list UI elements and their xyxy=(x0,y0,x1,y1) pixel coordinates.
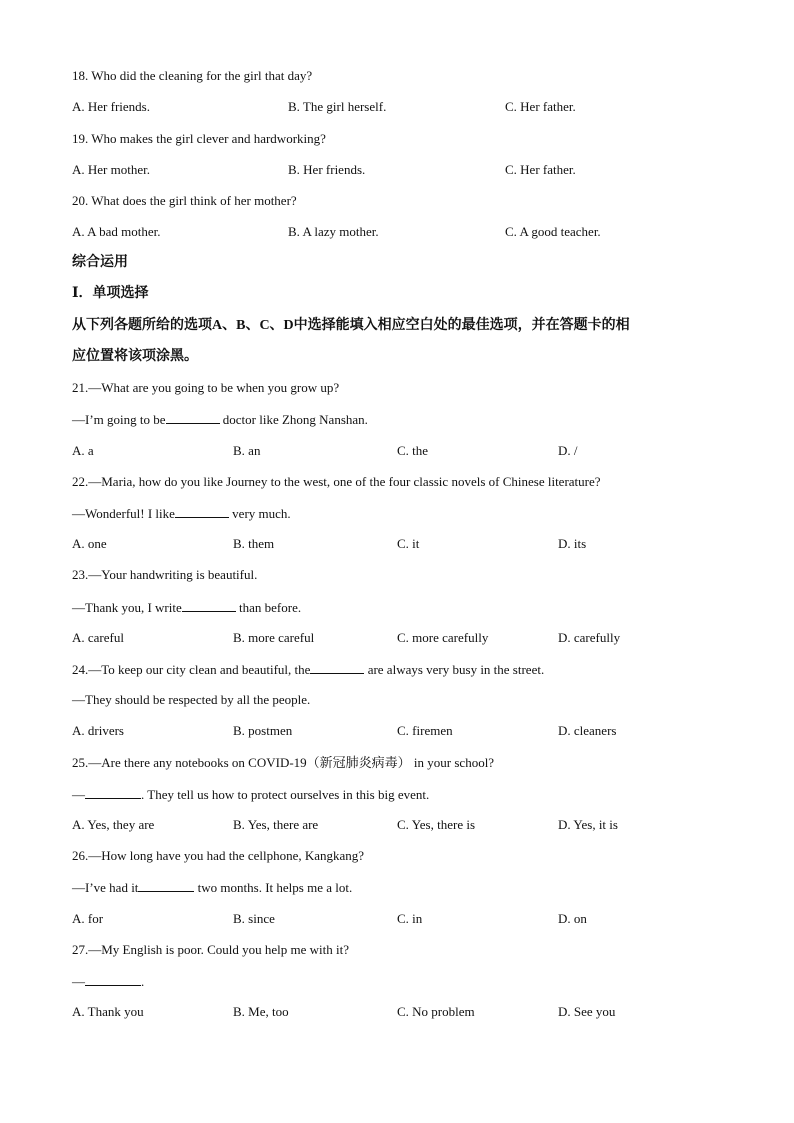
option-23-a: A. careful xyxy=(72,630,124,645)
option-19-a: A. Her mother. xyxy=(72,162,150,177)
question-25: 25.—Are there any notebooks on COVID-19（新冠肺炎病毒） in your school? xyxy=(72,755,495,770)
answer-27-pre: — xyxy=(72,974,85,989)
section-instruction-line2: 应位置将该项涂黑。 xyxy=(72,349,198,364)
answer-23-pre: —Thank you, I write xyxy=(72,600,182,615)
answer-25-pre: — xyxy=(72,787,85,802)
option-24-d: D. cleaners xyxy=(558,723,617,738)
option-24-a: A. drivers xyxy=(72,723,124,738)
option-26-b: B. since xyxy=(233,911,275,926)
answer-22-pre: —Wonderful! I like xyxy=(72,506,175,521)
option-27-d: D. See you xyxy=(558,1004,616,1019)
option-18-c: C. Her father. xyxy=(505,99,576,114)
option-27-a: A. Thank you xyxy=(72,1004,144,1019)
blank-27 xyxy=(85,973,141,986)
option-26-c: C. in xyxy=(397,911,423,926)
answer-25-post: . They tell us how to protect ourselves in this big event. xyxy=(141,787,430,802)
answer-line-26 xyxy=(72,879,352,896)
answer-24: —They should be respected by all the people. xyxy=(72,692,311,707)
question-22: 22.—Maria, how do you like Journey to the west, one of the four classic novels of Chinese literature? xyxy=(72,474,601,489)
question-line-24 xyxy=(72,661,544,678)
answer-26-post: two months. It helps me a lot. xyxy=(194,880,353,895)
option-26-d: D. on xyxy=(558,911,587,926)
blank-21 xyxy=(166,411,220,424)
option-20-c: C. A good teacher. xyxy=(505,224,601,239)
option-24-b: B. postmen xyxy=(233,723,293,738)
question-19: 19. Who makes the girl clever and hardworking? xyxy=(72,131,326,146)
question-21: 21.—What are you going to be when you grow up? xyxy=(72,380,340,395)
option-21-d: D. / xyxy=(558,443,578,458)
section-instruction-line1: 从下列各题所给的选项A、B、C、D中选择能填入相应空白处的最佳选项，并在答题卡的相 xyxy=(72,318,630,333)
option-22-d: D. its xyxy=(558,536,587,551)
option-23-c: C. more carefully xyxy=(397,630,489,645)
answer-21-post: doctor like Zhong Nanshan. xyxy=(219,412,368,427)
option-19-b: B. Her friends. xyxy=(288,162,366,177)
option-22-c: C. it xyxy=(397,536,420,551)
answer-line-21 xyxy=(72,411,368,428)
option-24-c: C. firemen xyxy=(397,723,453,738)
answer-line-27 xyxy=(72,973,144,990)
question-20: 20. What does the girl think of her mother? xyxy=(72,193,297,208)
option-23-d: D. carefully xyxy=(558,630,621,645)
option-21-b: B. an xyxy=(233,443,261,458)
blank-26 xyxy=(138,879,194,892)
option-22-b: B. them xyxy=(233,536,275,551)
answer-line-25 xyxy=(72,786,429,803)
option-20-a: A. A bad mother. xyxy=(72,224,161,239)
answer-26-pre: —I’ve had it xyxy=(72,880,139,895)
option-26-a: A. for xyxy=(72,911,104,926)
option-20-b: B. A lazy mother. xyxy=(288,224,379,239)
option-21-a: A. a xyxy=(72,443,94,458)
blank-25 xyxy=(85,786,141,799)
question-26: 26.—How long have you had the cellphone, Kangkang? xyxy=(72,848,365,863)
answer-line-22 xyxy=(72,505,291,522)
option-25-d: D. Yes, it is xyxy=(558,817,618,832)
blank-24 xyxy=(310,661,364,674)
answer-21-pre: —I’m going to be xyxy=(72,412,166,427)
option-27-b: B. Me, too xyxy=(233,1004,289,1019)
question-18: 18. Who did the cleaning for the girl that day? xyxy=(72,68,313,83)
option-25-a: A. Yes, they are xyxy=(72,817,155,832)
question-23: 23.—Your handwriting is beautiful. xyxy=(72,567,258,582)
section-subtitle: Ⅰ．单项选择 xyxy=(72,286,149,301)
blank-22 xyxy=(175,505,229,518)
option-23-b: B. more careful xyxy=(233,630,315,645)
answer-23-post: than before. xyxy=(235,600,302,615)
option-21-c: C. the xyxy=(397,443,429,458)
answer-27-post: . xyxy=(141,974,145,989)
option-18-b: B. The girl herself. xyxy=(288,99,387,114)
option-25-b: B. Yes, there are xyxy=(233,817,319,832)
question-27: 27.—My English is poor. Could you help me with it? xyxy=(72,942,349,957)
blank-23 xyxy=(182,599,236,612)
option-22-a: A. one xyxy=(72,536,107,551)
option-27-c: C. No problem xyxy=(397,1004,475,1019)
question-24: 24.—To keep our city clean and beautiful, the xyxy=(72,662,311,677)
question-24-post: are always very busy in the street. xyxy=(364,662,545,677)
section-title: 综合运用 xyxy=(72,255,128,270)
option-18-a: A. Her friends. xyxy=(72,99,150,114)
option-25-c: C. Yes, there is xyxy=(397,817,476,832)
option-19-c: C. Her father. xyxy=(505,162,576,177)
answer-22-post: very much. xyxy=(228,506,291,521)
answer-line-23 xyxy=(72,599,301,616)
